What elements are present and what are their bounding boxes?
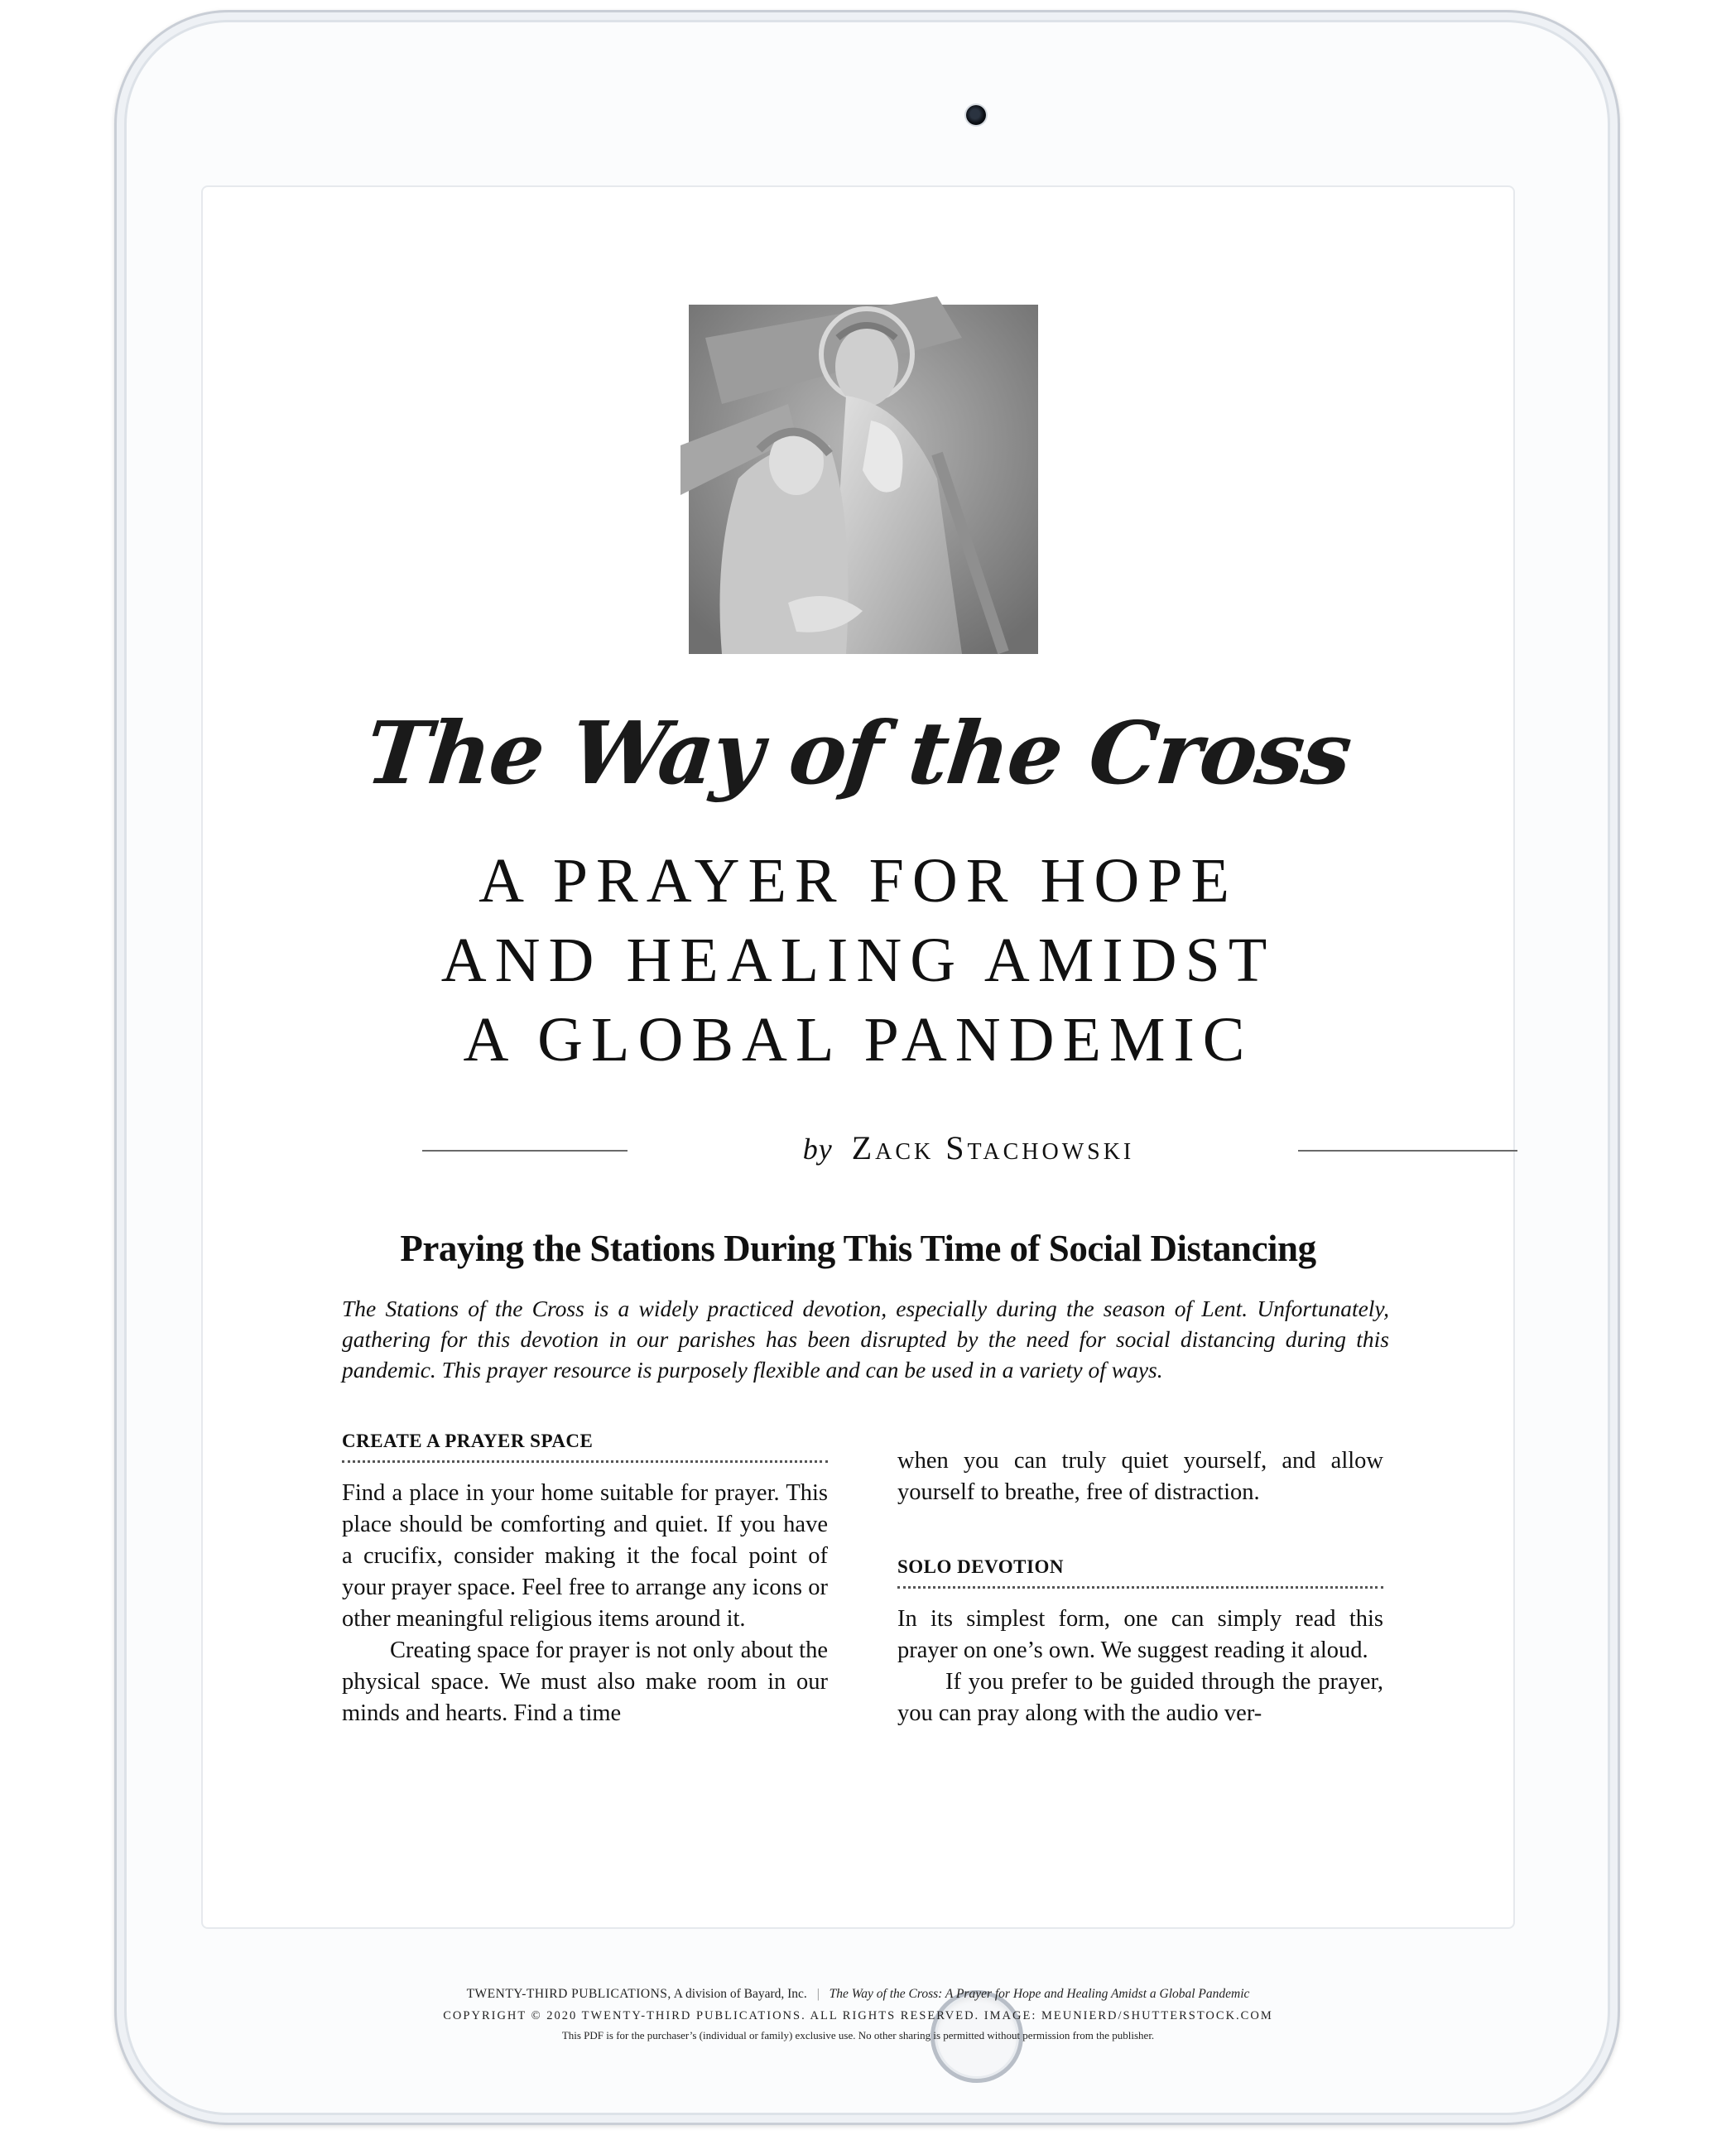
footer-separator: | [816,1987,820,2001]
prayer-space-heading: CREATE A PRAYER SPACE [342,1431,828,1463]
byline-rule-right [1298,1150,1517,1152]
stations-relief-image [689,305,1038,654]
prayer-space-paragraph-2: Creating space for prayer is not only about the physical space. We must also make room in our minds and hearts. Find a time [342,1637,828,1726]
byline-text [422,1128,1515,1167]
footer-doc-title: The Way of the Cross: A Prayer for Hope and Healing Amidst a Global Pandemic [829,1987,1250,2001]
footer-notice: This PDF is for the purchaser’s (individual or family) exclusive use. No other sharing is permitted without permission from the publisher. [561,2029,1155,2041]
left-column [342,1431,828,1729]
solo-devotion-heading: SOLO DEVOTION [897,1556,1383,1589]
camera-icon [966,105,986,125]
document-page [203,187,1513,2041]
footer-division: A division of Bayard, Inc. [673,1987,807,2001]
byline [422,1125,1515,1175]
main-title [203,841,1513,1080]
main-title-line-3: A GLOBAL PANDEMIC [463,1005,1253,1075]
byline-prefix: by [802,1133,833,1166]
footer-copyright: COPYRIGHT © 2020 TWENTY-THIRD PUBLICATIONS. ALL RIGHTS RESERVED. IMAGE: MEUNIERD/SHUTTERSTOCK.COM [443,2009,1273,2022]
main-title-line-1: A PRAYER FOR HOPE [478,846,1238,916]
solo-devotion-paragraph-1: In its simplest form, one can simply read this prayer on one’s own. We suggest reading it aloud. [897,1606,1383,1663]
footer-publisher-line [203,1984,1513,2005]
main-title-line-2: AND HEALING AMIDST [440,926,1276,995]
page-footer [203,1984,1513,2045]
continued-paragraph: when you can truly quiet yourself, and allow yourself to breathe, free of distraction. [897,1448,1383,1505]
right-column [897,1445,1383,1729]
author-name: Zack Stachowski [851,1129,1135,1166]
solo-devotion-paragraph-2: If you prefer to be guided through the prayer, you can pray along with the audio ver- [897,1669,1383,1726]
intro-paragraph: The Stations of the Cross is a widely practiced devotion, especially during the season of Lent. Unfortunately, gathering for this devotion in our parishes has been disrupted by the need for social distancing during this pandemic. This prayer resource is purposely flexible and can be used in a variety of ways. [342,1296,1389,1383]
script-title: The Way of the Cross [361,702,1355,804]
footer-publisher: TWENTY-THIRD PUBLICATIONS, [466,1987,671,2001]
prayer-space-paragraph-1: Find a place in your home suitable for prayer. This place should be comforting and quiet. If you have a crucifix, consider making it the focal point of your prayer space. Feel free to arrange any icons or other meaningful religious items around it. [342,1480,828,1632]
section-heading: Praying the Stations During This Time of Social Distancing [400,1228,1316,1269]
